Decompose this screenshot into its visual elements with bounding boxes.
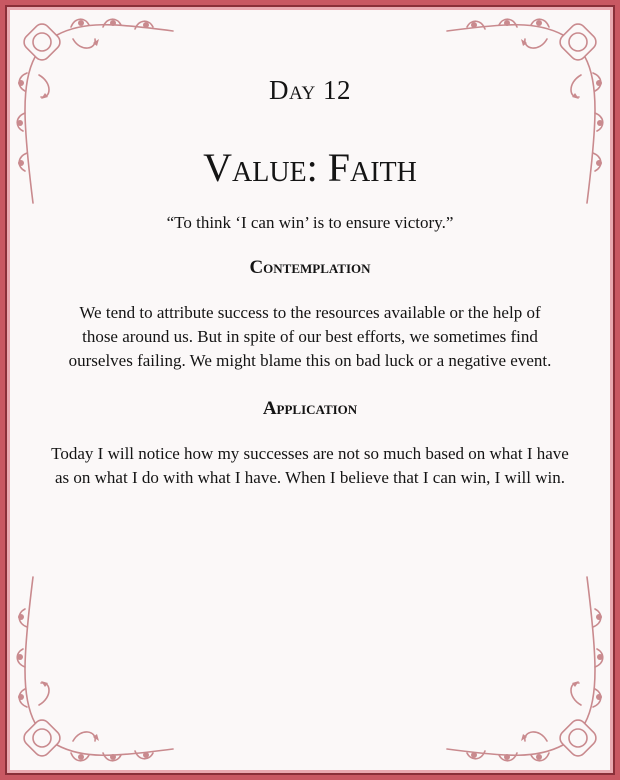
application-heading: Application <box>262 398 358 419</box>
corner-ornament-icon <box>437 567 607 767</box>
page-content <box>47 7 573 490</box>
corner-ornament-icon <box>13 567 183 767</box>
page-sheet <box>5 5 615 775</box>
quote: “To think ‘I can win’ is to ensure victory.” <box>166 213 454 232</box>
contemplation-text: We tend to attribute success to the resources available or the help of those around us. But in spite of our best efforts, we sometimes find ourselves failing. We might blame this on bad luck or a negative event. <box>68 303 552 370</box>
contemplation-heading: Contemplation <box>249 257 371 278</box>
value-title: Value: Faith <box>203 145 417 190</box>
day-label: Day 12 <box>269 75 351 105</box>
application-text: Today I will notice how my successes are not so much based on what I have as on what I do with what I have. When I believe that I can win, I will win. <box>51 444 569 487</box>
